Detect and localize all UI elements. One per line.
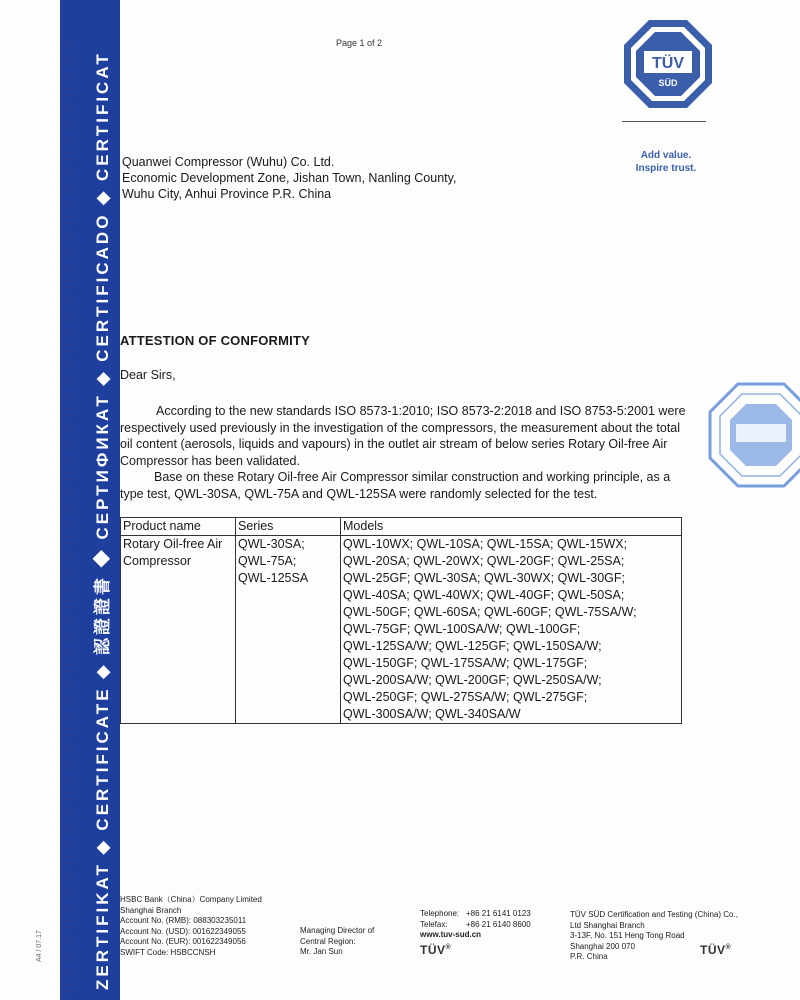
salutation: Dear Sirs, xyxy=(120,368,176,382)
model-line: QWL-300SA/W; QWL-340SA/W xyxy=(343,707,521,721)
telefax-value: +86 21 6140 8600 xyxy=(466,919,531,929)
form-code: A4 / 07.17 xyxy=(36,930,43,962)
company-line: Shanghai 200 070 xyxy=(570,941,635,951)
tuv-mark-text: TÜV xyxy=(420,943,446,957)
recipient-address xyxy=(122,154,456,202)
tagline-inspire-trust: Inspire trust. xyxy=(635,163,697,174)
footer-managing-director xyxy=(300,926,374,958)
header-models: Models xyxy=(341,518,682,536)
director-line: Managing Director of xyxy=(300,926,375,935)
company-line: P.R. China xyxy=(570,952,608,961)
address-line: Quanwei Compressor (Wuhu) Co. Ltd. xyxy=(122,155,335,169)
model-line: QWL-125SA/W; QWL-125GF; QWL-150SA/W; xyxy=(343,639,602,653)
models-cell xyxy=(341,536,682,724)
paragraph-standards: According to the new standards ISO 8573-1:2010; ISO 8573-2:2018 and ISO 8753-5:2001 were respectively used previously in the investigation of the compressors, the measurement about the total oil content (aerosols, liquids and vapours) in the outlet air stream of below series Rotary Oil-free Air Compressor has been validated. xyxy=(120,404,686,468)
model-line: QWL-75GF; QWL-100SA/W; QWL-100GF; xyxy=(343,622,581,636)
letter-body xyxy=(120,403,688,502)
bank-line: SWIFT Code: HSBCCNSH xyxy=(120,947,216,957)
company-line: TÜV SÜD Certification and Testing (China) Co., xyxy=(570,910,738,919)
tuv-mark-text: TÜV xyxy=(700,943,726,957)
model-line: QWL-250GF; QWL-275SA/W; QWL-275GF; xyxy=(343,690,588,704)
company-line: 3-13F, No. 151 Heng Tong Road xyxy=(570,931,685,940)
telephone-value: +86 21 6141 0123 xyxy=(466,909,531,918)
address-line: Wuhu City, Anhui Province P.R. China xyxy=(122,187,332,201)
series-item: QWL-125SA xyxy=(238,571,309,585)
document-title: ATTESTION OF CONFORMITY xyxy=(120,333,310,348)
official-stamp-icon xyxy=(706,380,800,490)
table-row xyxy=(121,536,682,724)
tuv-mark: TÜV® xyxy=(420,943,452,957)
table-header-row xyxy=(121,518,682,536)
model-line: QWL-150GF; QWL-175SA/W; QWL-175GF; xyxy=(343,656,588,670)
tagline-add-value: Add value. xyxy=(640,150,692,161)
bank-line: Shanghai Branch xyxy=(120,905,182,915)
bank-line: Account No. (EUR): 001622349056 xyxy=(120,937,246,946)
series-item: QWL-30SA; xyxy=(238,537,305,551)
model-line: QWL-200SA/W; QWL-200GF; QWL-250SA/W; xyxy=(343,673,602,687)
website-link[interactable]: www.tuv-sud.cn xyxy=(420,930,482,939)
series-item: QWL-75A; xyxy=(238,554,297,568)
bank-line: Account No. (RMB): 088303235011 xyxy=(120,916,247,925)
series-cell xyxy=(236,536,341,724)
certificate-band-text: ZERTIFIKAT ◆ CERTIFICATE ◆ 認證證書 ◆ СЕРТИФИКАТ ◆ CERTIFICADO ◆ CERTIFICAT xyxy=(93,51,112,990)
header-product-name: Product name xyxy=(121,518,236,536)
address-line: Economic Development Zone, Jishan Town, Nanling County, xyxy=(122,171,457,185)
logo-divider xyxy=(622,121,706,122)
product-table xyxy=(120,517,682,724)
model-line: QWL-40SA; QWL-40WX; QWL-40GF; QWL-50SA; xyxy=(343,588,625,602)
director-line: Mr. Jan Sun xyxy=(300,947,343,956)
product-name-cell: Rotary Oil-free Air Compressor xyxy=(121,536,236,724)
logo-sub-text: SÜD xyxy=(658,78,678,88)
page-number: Page 1 of 2 xyxy=(336,38,383,48)
logo-brand-text: TÜV xyxy=(652,55,684,72)
header-series: Series xyxy=(236,518,341,536)
model-line: QWL-10WX; QWL-10SA; QWL-15SA; QWL-15WX; xyxy=(343,537,628,551)
paragraph-type-test: Base on these Rotary Oil-free Air Compressor similar construction and working principle, as a type test, QWL-30SA, QWL-75A and QWL-125SA were randomly selected for the test. xyxy=(120,470,671,501)
model-line: QWL-50GF; QWL-60SA; QWL-60GF; QWL-75SA/W; xyxy=(343,605,637,619)
tuv-logo-icon xyxy=(622,18,714,110)
director-line: Central Region: xyxy=(300,936,356,946)
telephone-label: Telephone: xyxy=(420,909,460,918)
bank-line: Account No. (USD): 001622349055 xyxy=(120,926,246,936)
tuv-mark-right: TÜV® xyxy=(700,943,732,957)
bank-line: HSBC Bank（China）Company Limited xyxy=(120,895,262,904)
model-line: QWL-25GF; QWL-30SA; QWL-30WX; QWL-30GF; xyxy=(343,571,625,585)
model-line: QWL-20SA; QWL-20WX; QWL-20GF; QWL-25SA; xyxy=(343,554,625,568)
tuv-repeat-strip: TÜV SÜD TÜV SÜD TÜV SÜD TÜV SÜD TÜV SÜD TÜV SÜD TÜV SÜD TÜV SÜD TÜV SÜD TÜV SÜD TÜV SÜD TÜV SÜD TÜV SÜD TÜV SÜD TÜV SÜD xyxy=(63,39,77,995)
footer-bank-details xyxy=(120,895,262,958)
footer-contact xyxy=(420,909,531,941)
telefax-label: Telefax: xyxy=(420,919,448,929)
company-line: Ltd Shanghai Branch xyxy=(570,920,645,930)
